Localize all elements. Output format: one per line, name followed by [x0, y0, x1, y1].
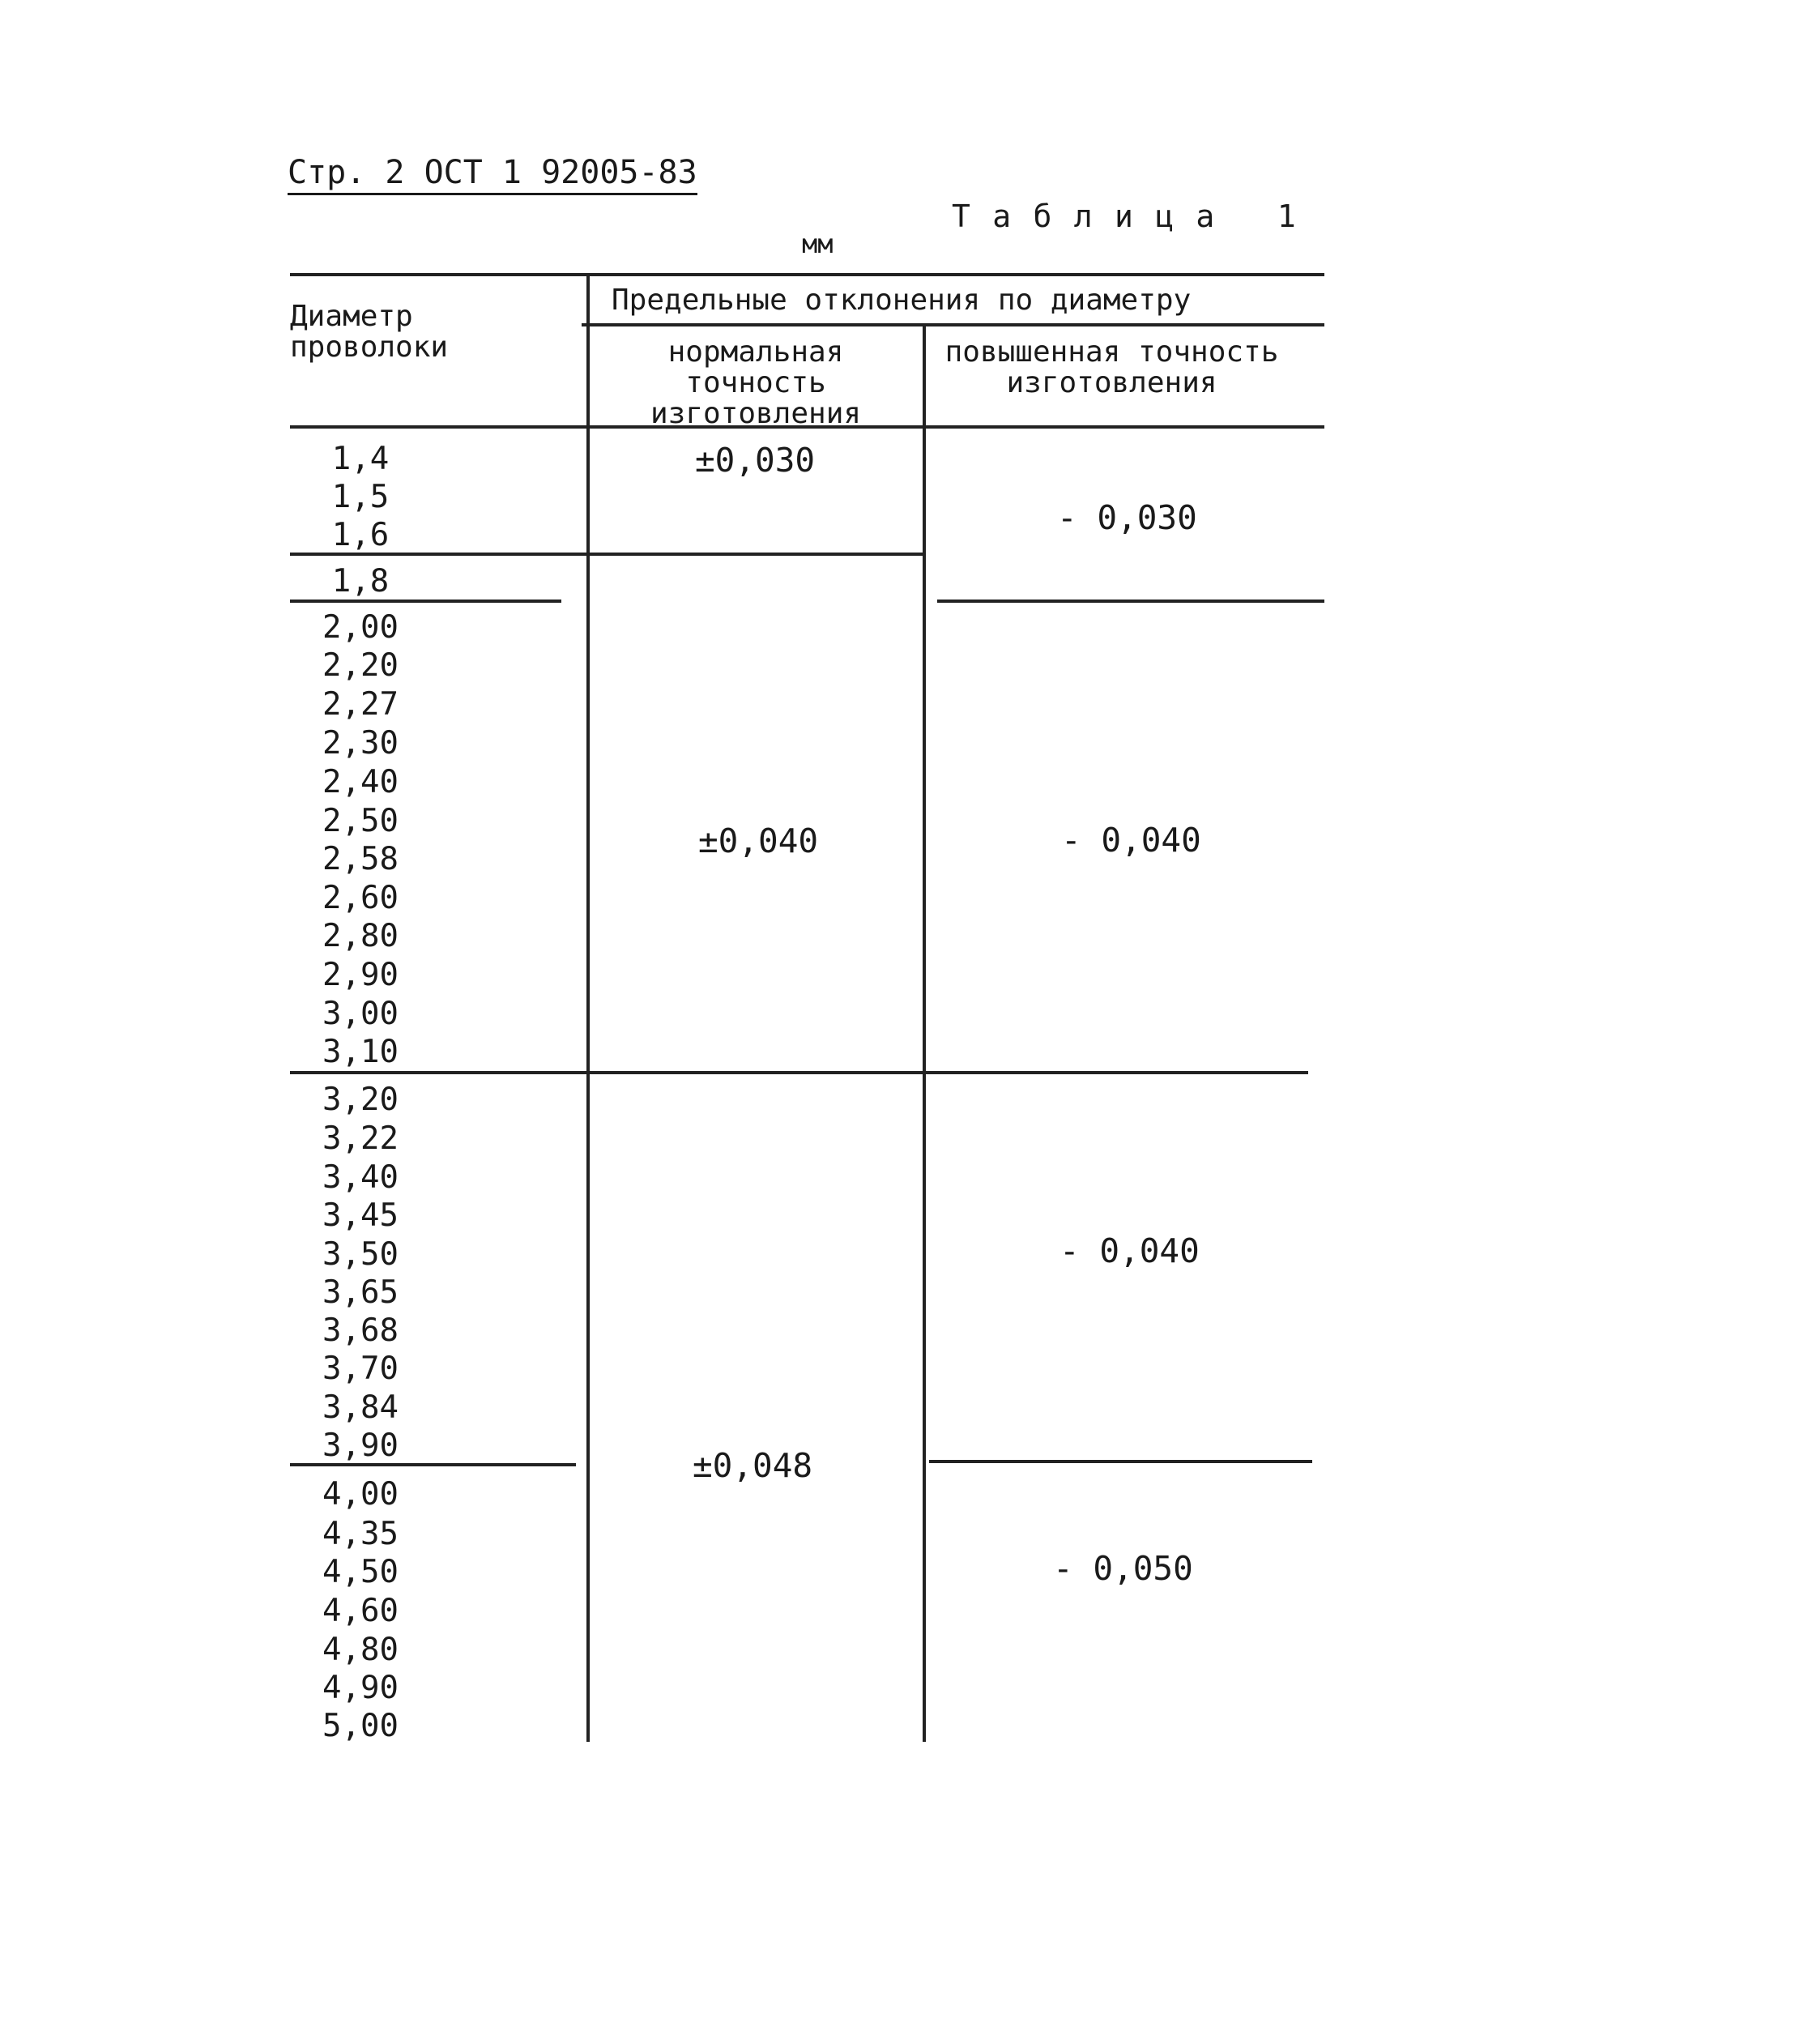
header-limits: Предельные отклонения по диаметру	[612, 284, 1192, 317]
diameter-value: 3,45	[322, 1197, 399, 1234]
table-top-rule	[290, 273, 1324, 276]
diameter-value: 3,22	[322, 1120, 399, 1157]
diameter-value: 3,68	[322, 1312, 399, 1349]
diameter-value: 1,6	[331, 517, 390, 553]
diameter-value: 3,00	[322, 996, 399, 1032]
group-rule-increased-1	[937, 600, 1324, 603]
diameter-value: 5,00	[322, 1708, 399, 1744]
header-normal: нормальная точность изготовления	[650, 335, 862, 430]
page-header: Стр. 2 ОСТ 1 92005-83	[288, 154, 697, 195]
diameter-value: 2,20	[322, 647, 399, 684]
diameter-value: 3,50	[322, 1236, 399, 1273]
diameter-value: 1,5	[331, 479, 390, 515]
diameter-value: 2,50	[322, 803, 399, 839]
diameter-value: 4,60	[322, 1593, 399, 1629]
diameter-value: 3,10	[322, 1034, 399, 1070]
diameter-value: 3,65	[322, 1274, 399, 1311]
diameter-value: 2,90	[322, 957, 399, 993]
header-increased: повышенная точность изготовления	[944, 335, 1279, 399]
header-split-rule	[582, 323, 1324, 326]
normal-deviation: ±0,030	[695, 441, 816, 480]
diameter-value: 4,80	[322, 1632, 399, 1668]
diameter-value: 2,27	[322, 686, 399, 723]
diameter-value: 2,60	[322, 880, 399, 916]
increased-deviation: - 0,030	[1057, 498, 1197, 537]
diameter-value: 4,35	[322, 1516, 399, 1552]
diameter-value: 3,90	[322, 1427, 399, 1464]
diameter-value: 2,80	[322, 918, 399, 954]
increased-deviation: - 0,040	[1061, 821, 1201, 860]
diameter-value: 2,40	[322, 764, 399, 800]
diameter-value: 4,00	[322, 1476, 399, 1513]
group-rule-dia-1	[290, 600, 561, 603]
diameter-value: 4,90	[322, 1670, 399, 1706]
diameter-value: 3,70	[322, 1351, 399, 1387]
diameter-value: 2,58	[322, 841, 399, 877]
diameter-value: 1,8	[331, 563, 390, 600]
diameter-value: 3,40	[322, 1159, 399, 1196]
increased-deviation: - 0,050	[1053, 1549, 1193, 1588]
diameter-value: 3,84	[322, 1389, 399, 1426]
diameter-value: 2,30	[322, 725, 399, 762]
group-rule-increased-3	[929, 1460, 1312, 1463]
diameter-value: 4,50	[322, 1554, 399, 1590]
normal-deviation: ±0,048	[693, 1446, 813, 1485]
unit-label: мм	[802, 228, 834, 259]
diameter-value: 1,4	[331, 441, 390, 477]
increased-deviation: - 0,040	[1060, 1231, 1200, 1270]
table-title: Таблица 1	[952, 198, 1319, 234]
normal-deviation: ±0,040	[698, 821, 819, 860]
column-divider-1	[586, 273, 590, 1742]
diameter-value: 2,00	[322, 609, 399, 646]
column-divider-2	[923, 325, 926, 1742]
diameter-value: 3,20	[322, 1082, 399, 1118]
header-diameter: Диаметр проволоки	[290, 300, 449, 364]
group-rule-2	[290, 1071, 1308, 1074]
